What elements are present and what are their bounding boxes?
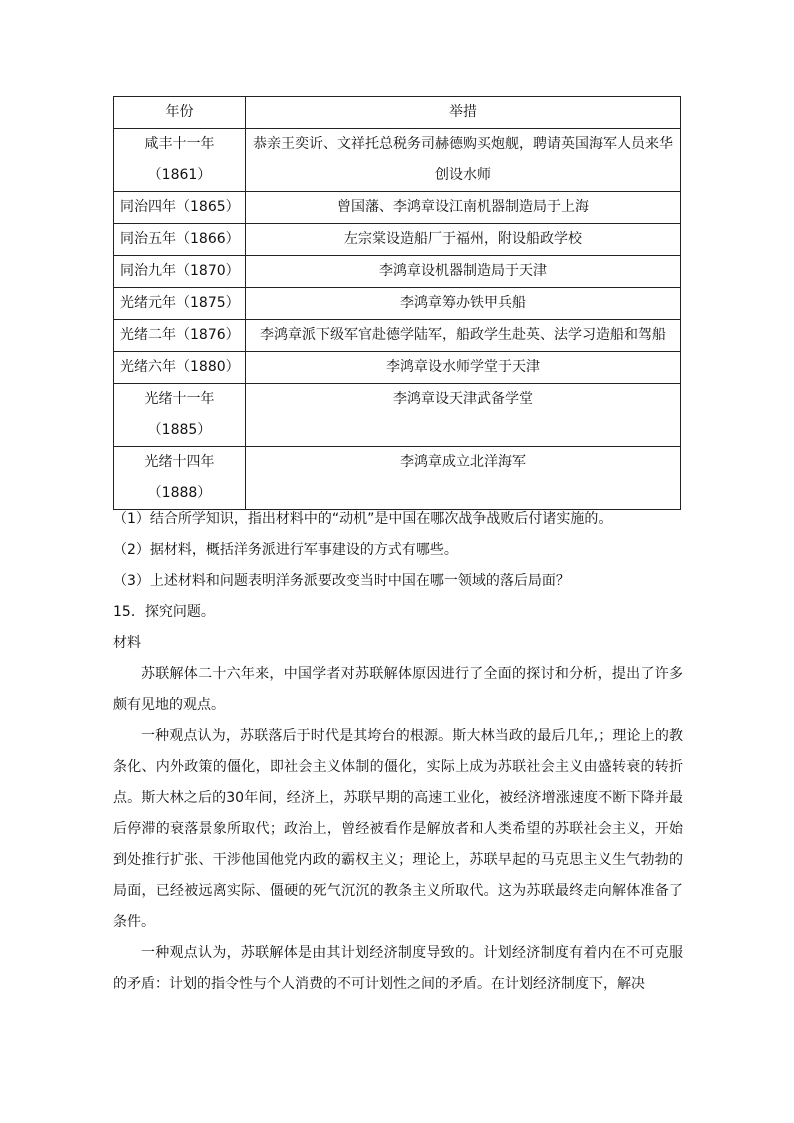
year-text: 咸丰十一年 <box>144 136 215 152</box>
question-1: （1）结合所学知识，指出材料中的“动机”是中国在哪次战争战败后付诸实施的。 <box>113 511 613 527</box>
table-row <box>114 288 681 320</box>
table-row <box>114 320 681 352</box>
measure-cell <box>246 129 681 192</box>
measure-cell: 李鸿章成立北洋海军 <box>246 447 681 510</box>
year-text: （1888） <box>147 485 212 501</box>
year-cell: 光绪元年（1875） <box>114 288 246 320</box>
question-2: （2）据材料，概括洋务派进行军事建设的方式有哪些。 <box>113 542 458 558</box>
material-label: 材料 <box>113 635 141 651</box>
year-text: 光绪十一年 <box>144 391 215 407</box>
measure-cell: 李鸿章设水师学堂于天津 <box>246 352 681 384</box>
table-row <box>114 384 681 447</box>
measure-cell: 李鸿章设天津武备学堂 <box>246 384 681 447</box>
year-cell <box>114 384 246 447</box>
question-3: （3）上述材料和问题表明洋务派要改变当时中国在哪一领域的落后局面？ <box>113 573 570 589</box>
paragraph: 一种观点认为，苏联解体是由其计划经济制度导致的。计划经济制度有着内在不可克服的矛盾：计划的指令性与个人消费的不可计划性之间的矛盾。在计划经济制度下，解决 <box>113 945 683 992</box>
questions-block <box>113 504 683 1000</box>
year-text: （1861） <box>147 167 212 183</box>
table-header-row <box>114 97 681 129</box>
paragraph: 苏联解体二十六年来，中国学者对苏联解体原因进行了全面的探讨和分析，提出了许多颇有见地的观点。 <box>113 666 683 713</box>
year-cell: 光绪二年（1876） <box>114 320 246 352</box>
year-text: （1885） <box>147 422 212 438</box>
header-year: 年份 <box>114 97 246 129</box>
table-row <box>114 256 681 288</box>
measure-cell: 左宗棠设造船厂于福州，附设船政学校 <box>246 224 681 256</box>
year-cell <box>114 447 246 510</box>
measure-text: 创设水师 <box>435 167 491 183</box>
section-title: 15．探究问题。 <box>113 604 215 620</box>
measure-cell: 曾国藩、李鸿章设江南机器制造局于上海 <box>246 192 681 224</box>
table-row <box>114 447 681 510</box>
measure-text: 恭亲王奕䜣、文祥托总税务司赫德购买炮舰，聘请英国海军人员来华 <box>253 136 673 152</box>
table-row <box>114 129 681 192</box>
year-cell: 同治四年（1865） <box>114 192 246 224</box>
measure-cell: 李鸿章设机器制造局于天津 <box>246 256 681 288</box>
table-row <box>114 192 681 224</box>
measure-cell: 李鸿章筹办铁甲兵船 <box>246 288 681 320</box>
measure-cell: 李鸿章派下级军官赴德学陆军，船政学生赴英、法学习造船和驾船 <box>246 320 681 352</box>
table-row <box>114 224 681 256</box>
year-text: 光绪十四年 <box>144 454 215 470</box>
year-cell: 同治九年（1870） <box>114 256 246 288</box>
year-cell <box>114 129 246 192</box>
header-measure: 举措 <box>246 97 681 129</box>
year-cell: 光绪六年（1880） <box>114 352 246 384</box>
measures-table <box>113 96 681 510</box>
table-row <box>114 352 681 384</box>
paragraph: 一种观点认为，苏联落后于时代是其垮台的根源。斯大林当政的最后几年,；理论上的教条化、内外政策的僵化，即社会主义体制的僵化，实际上成为苏联社会主义由盛转衰的转折点。斯大林之后的30年间，经济上，苏联早期的高速工业化，被经济增涨速度不断下降并最后停滞的衰落景象所取代；政治上，曾经被看作是解放者和人类希望的苏联社会主义，开始到处推行扩张、干涉他国他党内政的霸权主义；理论上，苏联早起的马克思主义生气勃勃的局面，已经被远离实际、僵硬的死气沉沉的教条主义所取代。这为苏联最终走向解体准备了条件。 <box>113 728 683 930</box>
year-cell: 同治五年（1866） <box>114 224 246 256</box>
